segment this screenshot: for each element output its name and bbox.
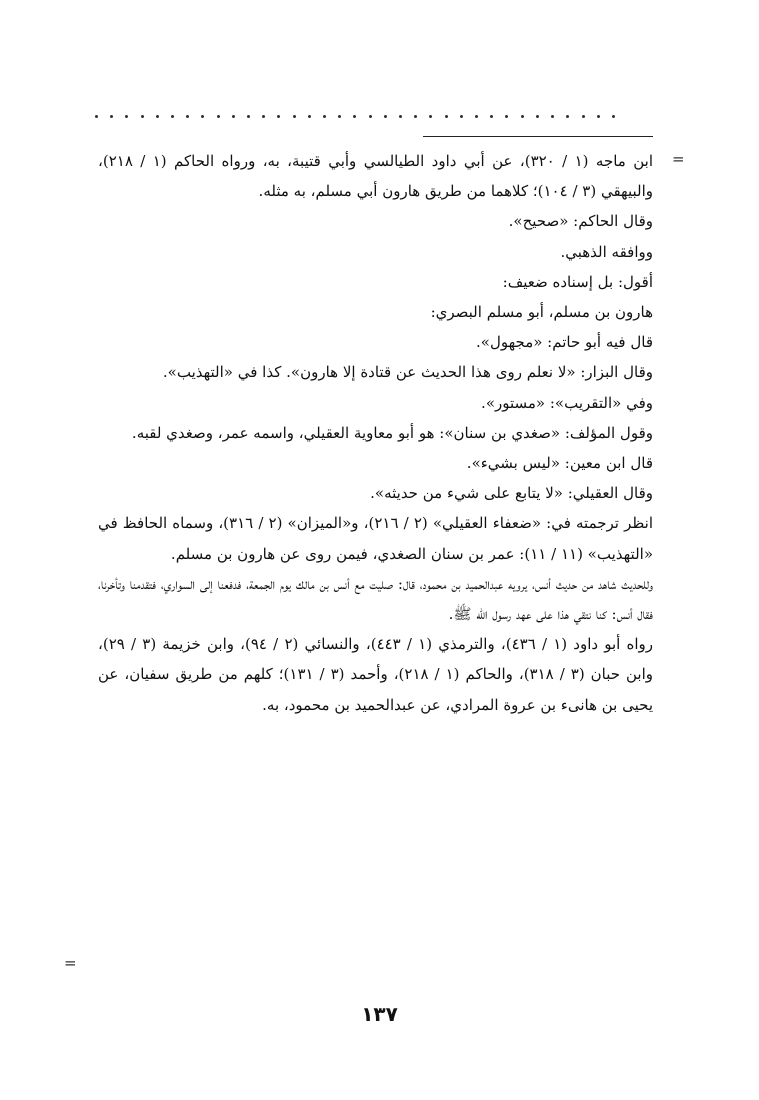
paragraph: وقول المؤلف: «صغدي بن سنان»: هو أبو معاوية العقيلي، واسمه عمر، وصغدي لقبه. bbox=[131, 423, 653, 442]
margin-mark-bottom: = bbox=[64, 954, 77, 972]
paragraph: ابن ماجه (١ / ٣٢٠)، عن أبي داود الطيالسي وأبي قتيبة، به، ورواه الحاكم (١ / ٢١٨)، والبيهقي (٣ / ١٠٤)؛ كلاهما من طريق هارون أبي مسلم، به مثله. bbox=[98, 152, 653, 201]
paragraph: وللحديث شاهد من حديث أنس، يرويه عبدالحميد بن محمود، قال: صليت مع أنس بن مالك يوم الجمعة، فدفعنا إلى السواري، فتقدمنا وتأخرنا، فقال أنس: كنا نتقي هذا على عهد رسول الله ﷺ. bbox=[98, 574, 653, 624]
margin-mark-top: = bbox=[672, 150, 685, 168]
dotted-separator bbox=[95, 108, 615, 124]
paragraph: انظر ترجمته في: «ضعفاء العقيلي» (٢ / ٢١٦)، و«الميزان» (٢ / ٣١٦)، وسماه الحافظ في «التهذيب» (١١ / ١١): عمر بن سنان الصغدي، فيمن روى عن هارون بن مسلم. bbox=[98, 514, 654, 563]
paragraph: أقول: بل إسناده ضعيف: bbox=[502, 272, 653, 291]
page-body bbox=[98, 146, 653, 720]
paragraph: وقال البزار: «لا نعلم روى هذا الحديث عن قتادة إلا هارون». كذا في «التهذيب». bbox=[162, 363, 653, 382]
paragraph: هارون بن مسلم، أبو مسلم البصري: bbox=[430, 303, 653, 322]
page-number: ١٣٧ bbox=[361, 1002, 398, 1026]
paragraph: وقال العقيلي: «لا يتابع على شيء من حديثه». bbox=[370, 484, 653, 503]
paragraph: وفي «التقريب»: «مستور». bbox=[481, 393, 653, 412]
paragraph: قال فيه أبو حاتم: «مجهول». bbox=[476, 333, 653, 352]
paragraph: رواه أبو داود (١ / ٤٣٦)، والترمذي (١ / ٤٤٣)، والنسائي (٢ / ٩٤)، وابن خزيمة (٣ / ٢٩)، وابن حبان (٣ / ٣١٨)، والحاكم (١ / ٢١٨)، وأحمد (٣ / ١٣١)؛ كلهم من طريق سفيان، عن يحيى بن هانىء بن عروة المرادي، عن عبدالحميد بن محمود، به. bbox=[98, 635, 654, 714]
footnote-rule bbox=[423, 136, 653, 137]
paragraph: ووافقه الذهبي. bbox=[560, 242, 653, 261]
paragraph: قال ابن معين: «ليس بشيء». bbox=[466, 454, 653, 473]
paragraph: وقال الحاكم: «صحيح». bbox=[508, 212, 653, 231]
